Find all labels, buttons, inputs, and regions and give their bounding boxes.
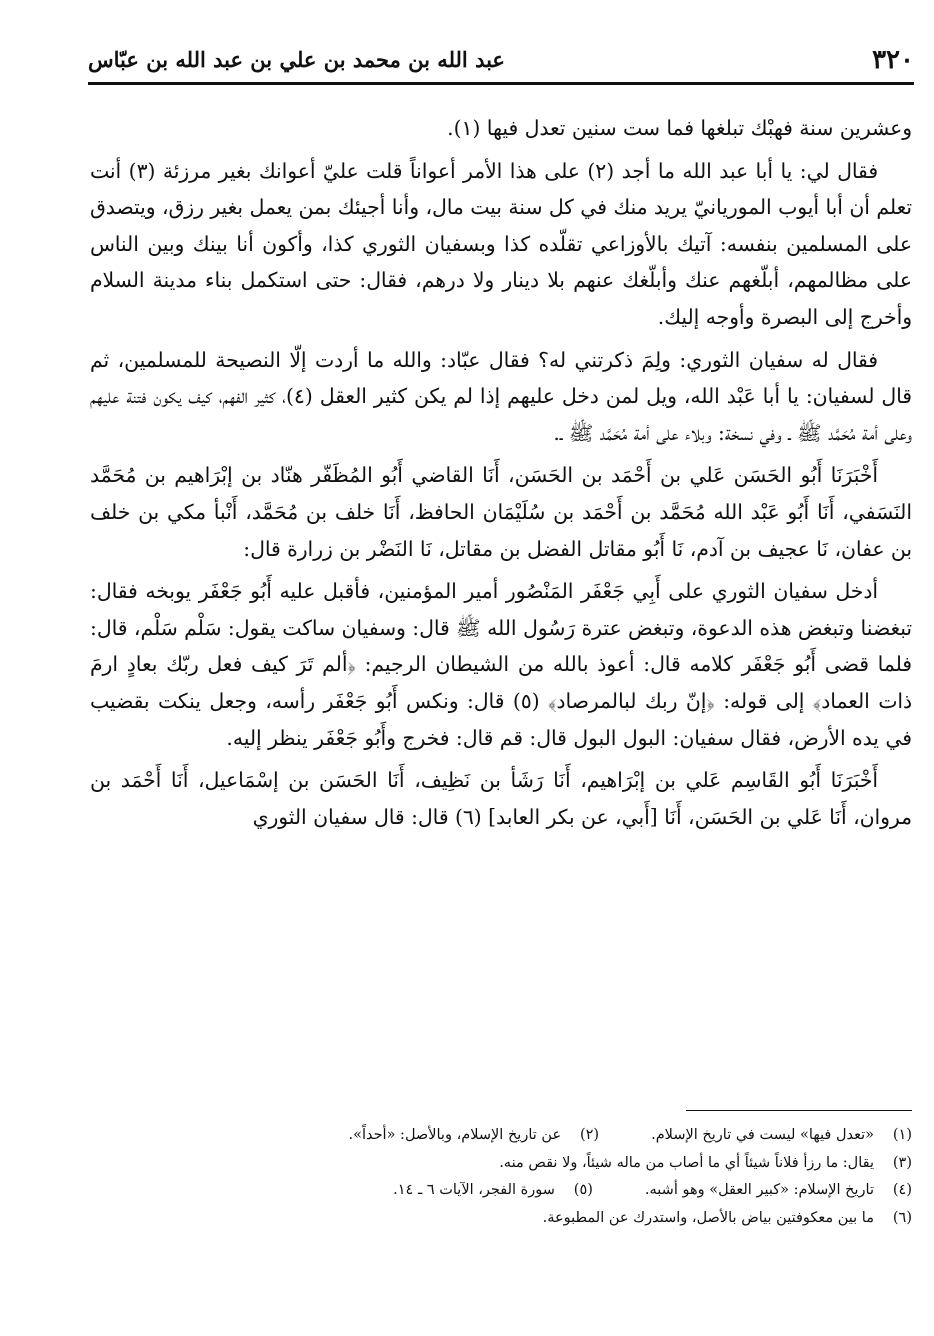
paragraph: فقال لي: يا أبا عبد الله ما أجد (٢) على هذا الأمر أعواناً قلت عليّ أعوانك بغير مرزئة (٣) أنت تعلم أن أبا أيوب الموريانيّ يريد منك في كل سنة بيت مال، وأنا أجيئك بمن يعمل بغير رزق، ويتصدق على المسلمين بنفسه: آتيك بالأوزاعي تقلّده كذا وبسفيان الثوري كذا، وأكون أنا بينك وبين الناس على مظالمهم، أبلّغهم عنك وأبلّغك عنهم بلا دينار ولا درهم، فقال: حتى استكمل بناء مدينة السلام وأخرج إلى البصرة وأوجه إليك. (90, 158, 912, 329)
paragraph: أَخْبَرَنَا أَبُو الحَسَن عَلي بن أَحْمَد بن الحَسَن، أَنَا القاضي أَبُو المُظَفّر هنّاد بن إبْرَاهيم بن مُحَمَّد النَسَفي، أَنَا أَبُو عَبْد الله مُحَمَّد بن أَحْمَد بن سُلَيْمَان الحافظ، أَنَا خلف بن مُحَمَّد، أَنْبأ مكي بن خلف بن عفان، نَا عجيف بن آدم، نَا أَبُو مقاتل الفضل بن مقاتل، نَا النَضْر بن زرارة قال: (90, 463, 912, 561)
footnote-number: (٤) (892, 1182, 912, 1198)
footnote-text: سورة الفجر، الآيات ٦ ـ ١٤. (393, 1182, 555, 1198)
header-rule (88, 82, 914, 85)
footnote-text: عن تاريخ الإسلام، وبالأصل: «أحداً». (348, 1127, 562, 1143)
footnote-number: (٢) (579, 1127, 600, 1143)
footnote-number: (١) (892, 1127, 912, 1143)
page-header (88, 40, 914, 80)
page-number: ٣٢٠ (872, 45, 914, 75)
paragraph: وعشرين سنة فهبْك تبلغها فما ست سنين تعدل فيها (١). (447, 116, 912, 140)
footnote-text: تاريخ الإسلام: «كبير العقل» وهو أشبه. (644, 1182, 874, 1198)
paragraph: أدخل سفيان الثوري على أَبِي جَعْفَر المَنْصُور أمير المؤمنين، فأقبل عليه أَبُو جَعْفَر يوبخه فقال: تبغضنا وتبغض هذه الدعوة، وتبغض عترة رَسُول الله ﷺ قال: وسفيان ساكت يقول: سَلْم سَلْم، قال: فلما قضى أَبُو جَعْفَر كلامه قال: أعوذ بالله من الشيطان الرجيم: ﴿ألم تَرَ كيف فعل ربّك بعادٍ ارمَ ذات العماد﴾ إلى قوله: ﴿إنّ ربك لبالمرصاد﴾ (٥) قال: ونكس أَبُو جَعْفَر رأسه، وجعل ينكت بقضيب في يده الأرض، فقال سفيان: البول البول قال: قم قال: فخرج وأَبُو جَعْفَر ينظر إليه. (90, 579, 912, 750)
footnote-rule (686, 1110, 912, 1111)
footnote-line (90, 1205, 912, 1233)
footnote-number: (٥) (573, 1182, 593, 1198)
running-title: عبد الله بن محمد بن علي بن عبد الله بن عبّاس (88, 47, 505, 72)
footnote-line (90, 1177, 912, 1205)
paragraph: أَخْبَرَنَا أَبُو القَاسِم عَلي بن إبْرَاهيم، أَنَا رَشَأ بن نَظِيف، أَنَا الحَسَن بن إسْمَاعيل، أَنَا أَحْمَد بن مروان، أَنَا عَلي بن الحَسَن، أَنَا [أَبي، عن بكر العابد] (٦) قال: قال سفيان الثوري (90, 768, 912, 829)
main-text (90, 110, 912, 841)
footnotes (90, 1122, 912, 1232)
footnote-line (90, 1150, 912, 1178)
paragraph: فقال له سفيان الثوري: ولِمَ ذكرتني له؟ فقال عبّاد: والله ما أردت إلّا النصيحة للمسلمين، ثم قال لسفيان: يا أبا عَبْد الله، ويل لمن دخل عليهم إذا لم يكن كثير العقل (٤)، كثير الفهم، كيف يكون فتنة عليهم وعلى أمة مُحَمَّد ﷺ ـ وفي نسخة: وبلاء على أمة مُحَمَّد ﷺ ـ. (90, 347, 912, 445)
footnote-line (90, 1122, 912, 1150)
footnote-text: يقال: ما رزأ فلاناً شيئاً أي ما أصاب من ماله شيئاً، ولا نقص منه. (499, 1154, 874, 1171)
footnote-text: ما بين معكوفتين بياض بالأصل، واستدرك عن المطبوعة. (542, 1209, 874, 1226)
footnote-text: «تعدل فيها» ليست في تاريخ الإسلام. (651, 1127, 874, 1143)
footnote-number: (٦) (892, 1209, 912, 1226)
footnote-number: (٣) (892, 1154, 912, 1171)
